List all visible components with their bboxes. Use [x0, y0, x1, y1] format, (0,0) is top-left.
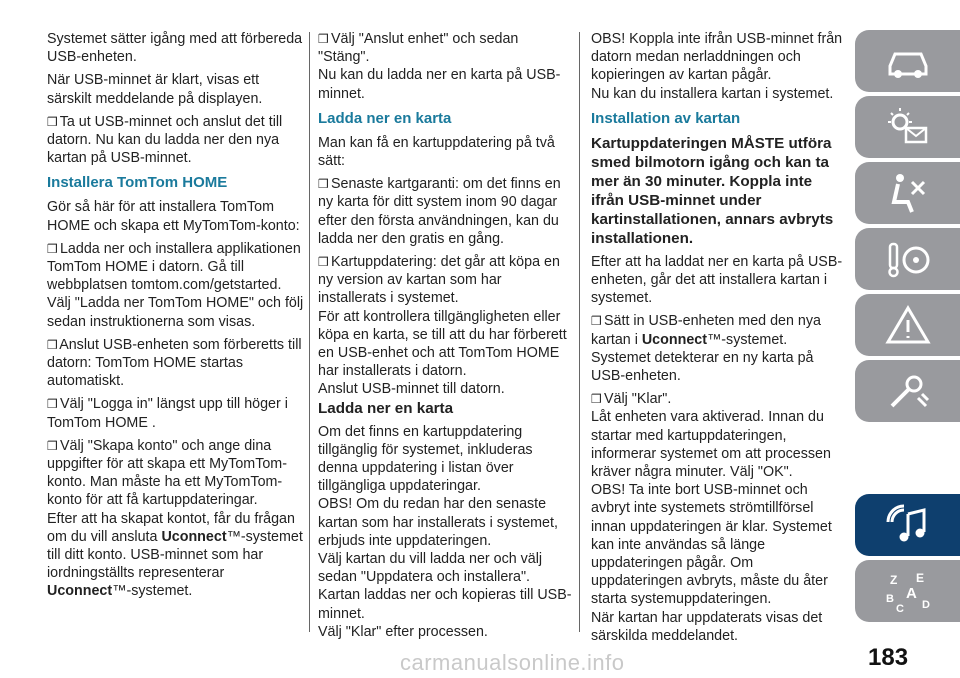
- checkbox-bullet-icon: ❒: [318, 177, 329, 192]
- tab-safety[interactable]: [855, 162, 960, 224]
- paragraph: Kartan laddas ner och kopieras till USB-minnet.: [318, 587, 572, 622]
- svg-text:A: A: [905, 585, 917, 602]
- bullet-item: ❒ Välj "Logga in" längst upp till höger i TomTom HOME .: [47, 396, 288, 431]
- checkbox-bullet-icon: ❒: [47, 241, 58, 256]
- paragraph: Nu kan du installera kartan i systemet.: [591, 85, 834, 102]
- paragraph: Nu kan du ladda ner en karta på USB-minnet.: [318, 67, 561, 102]
- column-2: [318, 30, 572, 646]
- paragraph: Välj kartan du vill ladda ner och välj sedan "Uppdatera och installera".: [318, 551, 543, 586]
- bullet-item: ❒ Anslut USB-enheten som förberetts till datorn: TomTom HOME startas automatiskt.: [47, 336, 302, 390]
- multimedia-music-icon: [878, 500, 938, 550]
- paragraph: När USB-minnet är klart, visas ett särskilt meddelande på displayen.: [47, 72, 263, 107]
- bullet-item: ❒ Välj "Anslut enhet" och sedan "Stäng".: [318, 31, 519, 66]
- index-letters-icon: [878, 566, 938, 616]
- checkbox-bullet-icon: ❒: [47, 438, 58, 453]
- svg-text:Z: Z: [889, 573, 897, 587]
- tab-car[interactable]: [855, 30, 960, 92]
- column-3: [591, 30, 847, 650]
- svg-text:C: C: [895, 603, 904, 615]
- checkbox-bullet-icon: ❒: [318, 255, 329, 270]
- watermark: carmanualsonline.info: [400, 650, 625, 675]
- checkbox-bullet-icon: ❒: [47, 337, 58, 352]
- column-divider: [579, 32, 580, 632]
- bullet-item: ❒ Välj "Klar".: [591, 391, 672, 408]
- checkbox-bullet-icon: ❒: [47, 397, 58, 412]
- car-icon: [878, 36, 938, 86]
- paragraph: Systemet sätter igång med att förbereda USB-enheten.: [47, 31, 303, 66]
- paragraph: Gör så här för att installera TomTom HOME och skapa ett MyTomTom-konto:: [47, 199, 300, 234]
- paragraph: OBS! Om du redan har den senaste kartan som har installerats i systemet, erbjuds inte uppdateringen.: [318, 496, 558, 549]
- section-heading: Installation av kartan: [591, 109, 741, 127]
- bullet-item: ❒ Kartuppdatering: det går att köpa en ny version av kartan som har installerats i systemet.: [318, 254, 560, 307]
- paragraph: Anslut USB-minnet till datorn.: [318, 381, 505, 398]
- paragraph: Välj "Klar" efter processen.: [318, 623, 488, 640]
- checkbox-bullet-icon: ❒: [591, 392, 602, 407]
- paragraph: Efter att ha laddat ner en karta på USB-enheten, går det att installera kartan i systemet.: [591, 253, 843, 307]
- section-heading: Ladda ner en karta: [318, 109, 452, 127]
- checkbox-bullet-icon: ❒: [318, 32, 329, 46]
- page-number: 183: [868, 644, 909, 671]
- steering-key-icon: [878, 234, 938, 284]
- bold-heading: Ladda ner en karta: [318, 399, 454, 417]
- paragraph: OBS! Ta inte bort USB-minnet och avbryt inte systemets strömtillförsel innan uppdateringen är klar. Systemet kan inte användas så länge uppdateringen pågår. Om uppdateringen avbryts, måste du åter starta systemuppdateringen.: [591, 482, 832, 608]
- tab-emergency[interactable]: [855, 294, 960, 356]
- paragraph: När kartan har uppdaterats visas det särskilda meddelandet.: [591, 609, 823, 644]
- checkbox-bullet-icon: ❒: [591, 314, 602, 329]
- tools-icon: [878, 366, 938, 416]
- paragraph: Efter att ha skapat kontot, får du frågan om du vill ansluta Uconnect™-systemet till ditt konto. USB-minnet som har iordningställts representerar Uconnect™-systemet.: [47, 510, 303, 600]
- airbag-seat-icon: [878, 168, 938, 218]
- tab-index[interactable]: [855, 560, 960, 622]
- paragraph: OBS! Koppla inte ifrån USB-minnet från datorn medan nerladdningen och kopieringen av kartan pågår.: [591, 31, 843, 84]
- tab-warning-lights[interactable]: [855, 96, 960, 158]
- paragraph: För att kontrollera tillgängligheten eller köpa en karta, se till att du har förberett en USB-enhet och att TomTom HOME har installerats i datorn.: [318, 308, 567, 380]
- bullet-item: ❒ Sätt in USB-enheten med den nya kartan i Uconnect™-systemet.: [591, 313, 821, 348]
- tab-starting-driving[interactable]: [855, 228, 960, 290]
- tab-multimedia[interactable]: [855, 494, 960, 556]
- tab-maintenance[interactable]: [855, 360, 960, 422]
- paragraph: Man kan få en kartuppdatering på två sätt:: [318, 134, 555, 170]
- bullet-item: ❒ Ladda ner och installera applikationen TomTom HOME i datorn. Gå till webbplatsen tomtom.com/getstarted. Välj "Ladda ner TomTom HOME" och följ sedan instruktionerna som visas.: [47, 240, 304, 330]
- checkbox-bullet-icon: ❒: [47, 114, 58, 129]
- svg-text:D: D: [921, 599, 930, 611]
- bold-warning-text: Kartuppdateringen MÅSTE utföra smed bilmotorn igång och kan ta mer än 30 minuter. Koppla inte ifrån USB-minnet under kartinstallationen, annars avbryts installationen.: [591, 134, 834, 247]
- bullet-item: ❒ Senaste kartgaranti: om det finns en ny karta för ditt system inom 90 dagar efter den första användningen, kan du ladda ner den gratis en gång.: [318, 176, 561, 247]
- paragraph: Om det finns en kartuppdatering tillgänglig för systemet, inkluderas denna uppdatering i listan över tillgängliga uppdateringar.: [318, 423, 533, 495]
- column-divider: [309, 32, 310, 632]
- column-1: [47, 30, 305, 606]
- section-heading: Installera TomTom HOME: [47, 174, 228, 192]
- warning-lights-icon: [878, 102, 938, 152]
- bullet-item: ❒ Ta ut USB-minnet och anslut det till datorn. Nu kan du ladda ner den nya kartan på USB-minnet.: [47, 113, 283, 167]
- paragraph: Låt enheten vara aktiverad. Innan du startar med kartuppdateringen, informerar systemet om att processen kräver några minuter. Välj "OK".: [591, 409, 831, 481]
- svg-text:B: B: [885, 593, 894, 605]
- road-warning-icon: [878, 300, 938, 350]
- bullet-item: ❒ Välj "Skapa konto" och ange dina uppgifter för att skapa ett MyTomTom-konto. Man måste ha ett MyTomTom-konto för att få kartuppdateringar.: [47, 437, 287, 509]
- paragraph: Systemet detekterar en ny karta på USB-enheten.: [591, 349, 814, 385]
- svg-text:E: E: [915, 571, 924, 585]
